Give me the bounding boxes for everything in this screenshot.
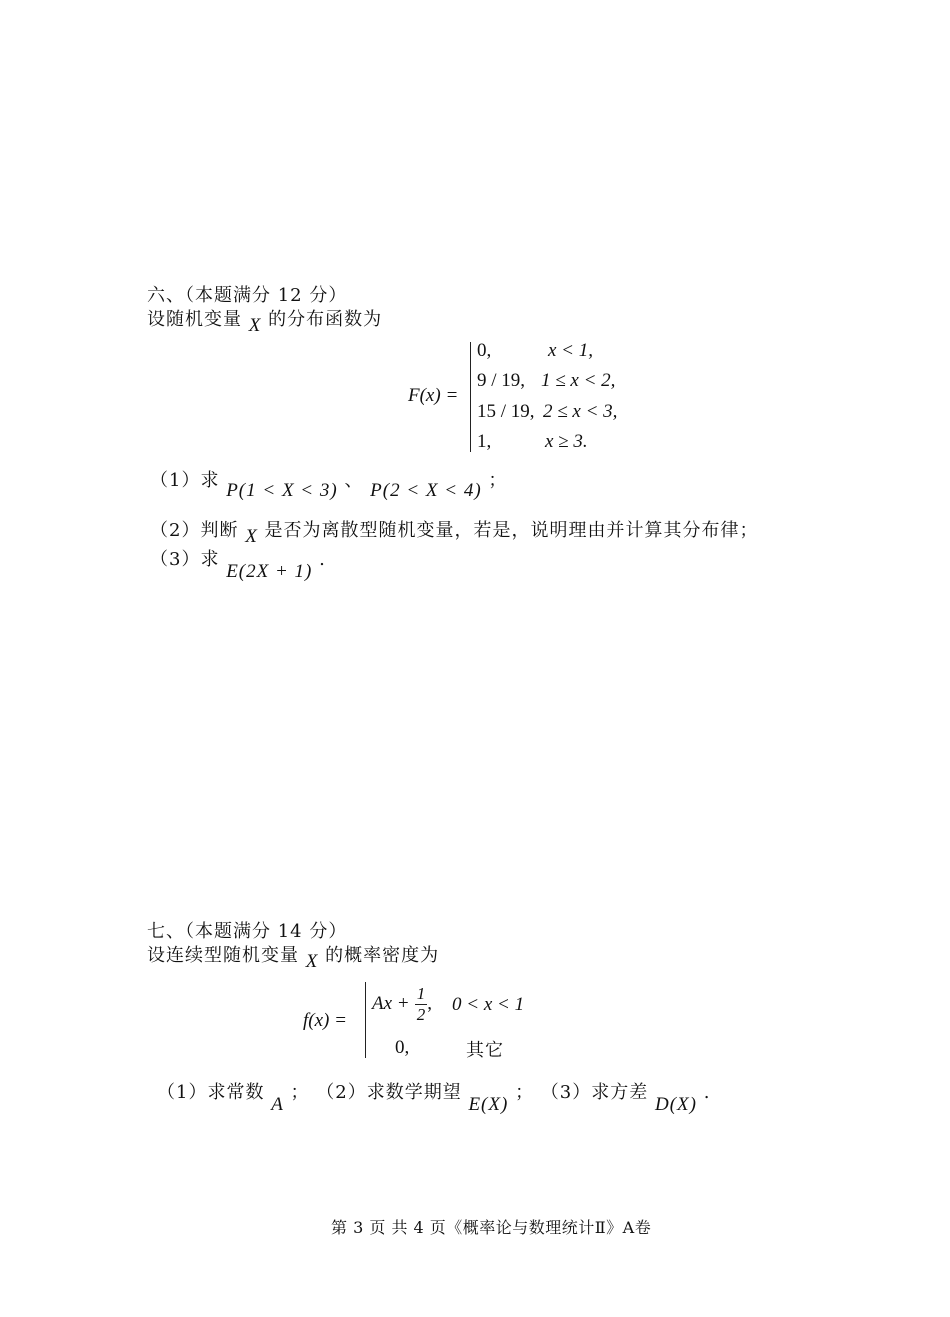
q6-part1-end: ； [488, 470, 508, 491]
q7-var: X [305, 951, 319, 972]
q7-intro [147, 941, 440, 972]
q6-part1-expr-a: P(1 < X < 3) [226, 480, 338, 501]
q6-intro-a: 设随机变量 [147, 309, 242, 330]
q7-part2: （2）求数学期望 [316, 1082, 462, 1103]
q6-case-cond: 1 ≤ x < 2, [541, 370, 616, 391]
q7-case1-a: Ax + [372, 993, 410, 1014]
q6-case-value: 0, [477, 340, 492, 361]
q6-case-cond: x < 1, [548, 340, 594, 361]
q6-lhs: F(x) = [408, 385, 459, 406]
q7-case1-frac [415, 984, 428, 1025]
q6-case-cond: x ≥ 3. [545, 431, 588, 452]
q7-part3: （3）求方差 [540, 1082, 649, 1103]
q7-intro-b: 的概率密度为 [325, 945, 440, 966]
q7-part1: （1）求常数 [157, 1082, 265, 1103]
q6-brace [470, 342, 471, 452]
q6-var: X [248, 315, 262, 336]
q6-part2-a: （2）判断 [150, 520, 239, 541]
q7-case1-cond: 0 < x < 1 [452, 994, 525, 1015]
q7-part2-end: ； [515, 1082, 535, 1103]
q6-part3-end: . [319, 549, 326, 570]
q6-part1-expr-b: P(2 < X < 4) [370, 480, 482, 501]
q7-case1-num: 1 [416, 984, 426, 1003]
q6-part1-sep: 、 [344, 470, 364, 491]
page-footer: 第 3 页 共 4 页《概率论与数理统计Ⅱ》A卷 [331, 1218, 652, 1237]
q6-case-cond: 2 ≤ x < 3, [543, 401, 618, 422]
q6-part3 [150, 545, 326, 582]
q7-lhs: f(x) = [303, 1010, 347, 1031]
q7-case1-den: 2 [416, 1005, 426, 1024]
q7-part3-expr: D(X) [654, 1094, 697, 1115]
q7-case2-value: 0, [395, 1037, 410, 1058]
q7-case1-comma: , [427, 993, 432, 1014]
q6-intro [147, 305, 383, 336]
q6-intro-b: 的分布函数为 [268, 309, 383, 330]
q7-part1-var: A [271, 1094, 284, 1115]
q6-part1 [150, 466, 508, 501]
q6-case-value: 9 / 19, [477, 370, 526, 391]
q6-part2 [150, 516, 759, 547]
q7-part3-end: . [703, 1082, 711, 1103]
q7-case2-cond: 其它 [466, 1040, 504, 1061]
q7-case1-value [372, 984, 432, 1025]
q6-part2-b: 是否为离散型随机变量，若是，说明理由并计算其分布律； [264, 520, 759, 541]
q6-part3-expr: E(2X + 1) [226, 561, 313, 582]
q7-intro-a: 设连续型随机变量 [147, 945, 299, 966]
q7-part2-expr: E(X) [468, 1094, 509, 1115]
q6-part3-label: （3）求 [150, 549, 220, 570]
q7-parts [157, 1078, 711, 1115]
q6-title: 六、（本题满分 12 分） [147, 285, 348, 306]
q7-brace [365, 982, 366, 1058]
q6-case-value: 15 / 19, [477, 401, 535, 422]
q7-title: 七、（本题满分 14 分） [147, 921, 348, 942]
q7-part1-end: ； [290, 1082, 310, 1103]
q6-part1-label: （1）求 [150, 470, 220, 491]
q6-part2-var: X [245, 526, 258, 547]
q6-case-value: 1, [477, 431, 492, 452]
